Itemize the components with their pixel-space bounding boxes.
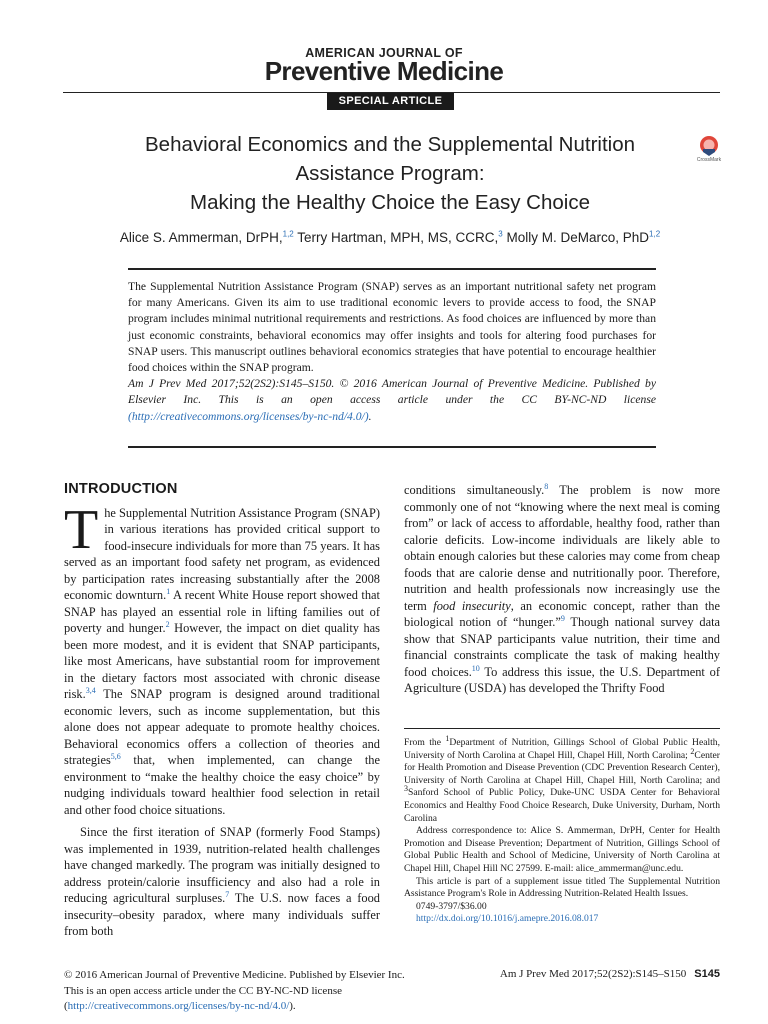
abstract-rule-bottom	[128, 446, 656, 448]
abstract-citation: Am J Prev Med 2017;52(2S2):S145–S150. © 2016 American Journal of Preventive Medicine. Published by Elsevier Inc. This is an open access article under the CC BY-NC-ND license (http://creativecommons.org/licenses/by-nc-nd/4.0/).	[128, 377, 656, 423]
author-2-affil[interactable]: 3	[498, 229, 503, 239]
affiliation-rule	[404, 728, 720, 729]
doi-link[interactable]: http://dx.doi.org/10.1016/j.amepre.2016.08.017	[416, 913, 599, 925]
page-footer-left	[64, 968, 484, 1015]
footer-citation: Am J Prev Med 2017;52(2S2):S145–S150	[499, 968, 687, 980]
title-line-1: Behavioral Economics and the Supplemental Nutrition	[145, 133, 635, 156]
author-3[interactable]: Molly M. DeMarco, PhD	[506, 230, 650, 245]
abstract	[128, 279, 656, 425]
abstract-rule-top	[128, 268, 656, 270]
author-3-affil[interactable]: 1,2	[649, 229, 661, 239]
ref-link[interactable]: 10	[471, 663, 480, 673]
affiliations-footnote	[404, 733, 720, 926]
page-footer-right	[486, 968, 720, 980]
ref-link[interactable]: 8	[544, 481, 549, 491]
ref-link[interactable]: 9	[560, 613, 565, 623]
ref-link[interactable]: 5,6	[110, 751, 121, 761]
special-article-badge: SPECIAL ARTICLE	[327, 93, 454, 110]
intro-paragraph-2: Since the first iteration of SNAP (formerly Food Stamps) was implemented in 1939, nutrition-related health challenges have changed markedly. The program was initially designed to address protein/calorie insufficiency and also had a role in reducing agricultural surpluses.$^7$ The U.S. now faces a food insecurity–obesity paradox, where many individuals suffer from both	[64, 825, 380, 938]
page-number: S145	[694, 968, 720, 980]
body-column-left	[64, 481, 380, 940]
author-1[interactable]: Alice S. Ammerman, DrPH,	[119, 230, 283, 245]
footer-copyright: © 2016 American Journal of Preventive Medicine. Published by Elsevier Inc.	[64, 969, 405, 981]
intro-paragraph-2-continued: conditions simultaneously.$^8$ The problem is now more commonly one of not “knowing where the next meal is coming from” or lack of access to affordable, healthy food, rather than calorie deficits. Low-income individuals are likely able to obtain enough calories but these calories may come from cheap foods that are calorie dense and nutritionally poor. Therefore, nutrition and health professionals now increasingly use the term food insecurity, an economic concept, rather than the biological notion of “hunger.”$^9$ Though national survey data show that SNAP participants value nutrition, their time and financial constraints complicate the task of making healthy food choices.$^{10}$ To address this issue, the U.S. Department of Agriculture (USDA) has developed the Thrifty Food	[404, 481, 721, 695]
abstract-text: The Supplemental Nutrition Assistance Program (SNAP) serves as an important nutritional safety net program for many Americans. Given its aim to use traditional economic levers to provide access to food, the SNAP program includes minimal nutritional requirements and restrictions. As food choices are influenced by more than just economic constraints, behavioral economics may offer insights and tools for altering food purchases for SNAP users. This manuscript outlines behavioral economics strategies that have potential to encourage healthier food choices within the SNAP program.	[128, 280, 656, 375]
author-list	[0, 230, 768, 245]
correspondence-text: Address correspondence to: Alice S. Ammerman, DrPH, Center for Health Promotion and Disease Prevention; Department of Nutrition, Gillings School of Global Public Health and School of Medicine, University of North Carolina at Chapel Hill, Chapel Hill NC 27599. E-mail: alice_ammerman@unc.edu.	[404, 825, 720, 874]
abstract-license-link[interactable]: (http://creativecommons.org/licenses/by-nc-nd/4.0/)	[128, 409, 369, 423]
ref-link[interactable]: 3,4	[85, 685, 96, 695]
ref-link[interactable]: 2	[165, 619, 170, 629]
section-heading-introduction: INTRODUCTION	[64, 481, 178, 497]
author-2[interactable]: Terry Hartman, MPH, MS, CCRC,	[297, 230, 499, 245]
supplement-note: This article is part of a supplement issue titled The Supplemental Nutrition Assistance Program's Role in Addressing Nutrition-Related Health Issues.	[404, 875, 720, 900]
ref-link[interactable]: 7	[225, 889, 230, 899]
ref-link[interactable]: 1	[166, 586, 171, 596]
journal-top-line: AMERICAN JOURNAL OF	[305, 46, 463, 60]
issn-price: 0749-3797/$36.00	[416, 900, 487, 912]
title-line-2: Assistance Program:	[295, 162, 485, 185]
journal-name: Preventive Medicine	[264, 56, 504, 86]
affiliation-text: From the $^1$Department of Nutrition, Gillings School of Global Public Health, University of North Carolina at Chapel Hill, Chapel Hill, North Carolina; $^2$Center for Health Promotion and Disease Prevention (CDC Prevention Research Center), University of North Carolina at Chapel Hill, Chapel Hill, North Carolina; and $^3$Sanford School of Public Policy, Duke-UNC USDA Center for Behavioral Economics and Healthy Food Choice Research, Duke University, Durham, North Carolina	[404, 733, 720, 824]
title-line-3: Making the Healthy Choice the Easy Choice	[190, 191, 590, 214]
footer-license-link[interactable]: http://creativecommons.org/licenses/by-nc-nd/4.0/	[67, 1000, 290, 1012]
body-column-right	[404, 482, 720, 697]
crossmark-label: CrossMark	[696, 157, 722, 163]
article-title	[80, 130, 700, 217]
drop-cap: T	[64, 498, 99, 561]
intro-paragraph-1: The Supplemental Nutrition Assistance Program (SNAP) in various iterations has provided critical support to food-insecure individuals for more than 75 years. It has served as an important food safety net program, as evidenced by participation rates increasing substantially after the 2008 economic downturn.$^1$ A recent White House report showed that SNAP has played an essential role in lifting families out of poverty and hunger.$^2$ However, the impact on diet quality has been more modest, and it is evident that SNAP participants, like most Americans, have substantial room for improvement in the dietary factors most associated with chronic disease risk.$^{3,4}$ The SNAP program is designed around traditional economic levers, such as income supplementation, but this alone does not appear adequate to promote healthy choices. Behavioral economics offers a collection of theories and strategies$^{5,6}$ that, when implemented, can change the environment to “make the healthy choice the easy choice” by nudging individuals toward healthier food selection in retail and other food choice situations.	[64, 498, 381, 817]
footer-license: This is an open access article under the CC BY-NC-ND license (http://creativecommons.org/licenses/by-nc-nd/4.0/).	[64, 984, 342, 1012]
author-1-affil[interactable]: 1,2	[282, 229, 294, 239]
